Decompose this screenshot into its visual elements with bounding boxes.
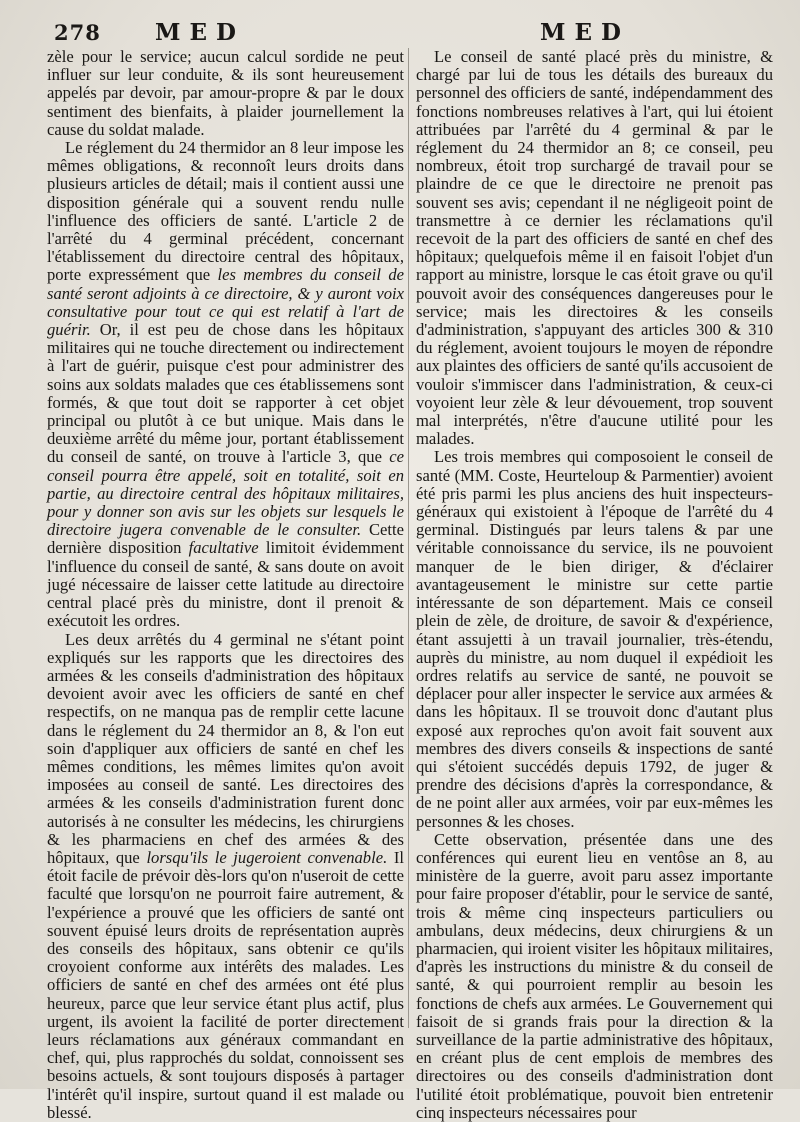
paragraph-text: Cette dernière disposition <box>47 520 404 558</box>
paragraph <box>47 48 404 139</box>
page-header <box>0 18 800 48</box>
paragraph <box>47 631 404 1122</box>
right-column <box>416 48 773 1122</box>
paragraph-text: Or, il est peu de chose dans les hôpitaux militaires qui ne touche directement ou indirectement à l'art de guérir, puisque c'est pour administrer des soins aux soldats malades que ces établissemens sont formés, & que tout doit se rapporter à cet objet principal ou plutôt à ce but unique. Mais dans le deuxième arrêté du même jour, portant établissement du conseil de santé, on trouve à l'article 3, que <box>47 320 404 467</box>
paragraph-text: Il étoit facile de prévoir dès-lors qu'on n'useroit de cette faculté que lorsqu'on ne pourroit faire autrement, & l'expérience a prouvé que les officiers de santé ont souvent épuisé leurs droits de représentation auprès des conseils des hôpitaux, sans obtenir ce qu'ils croyoient conforme aux intérêts des malades. Les officiers de santé en chef des armées ont été plus heureux, parce que leur service étant plus actif, plus urgent, ils avoient la facilité de porter directement leurs réclamations aux généraux commandant en chef, qui, plus rapprochés du soldat, connoissent ses besoins actuels, & sont toujours disposés à partager l'intérêt qu'il inspire, surtout quand il est malade ou blessé. <box>47 847 404 1122</box>
paragraph-text: limitoit évidemment l'influence du conseil de santé, & sans doute on avoit jugé nécessaire de laisser cette latitude au directoire central placé près du ministre, dont il prenoit & exécutoit les ordres. <box>47 538 404 631</box>
paragraph-text: Cette observation, présentée dans une des conférences qui eurent lieu en ventôse an 8, au ministère de la guerre, avoit paru assez importante pour faire proposer d'établir, pour le service de santé, trois & même cinq inspecteurs particuliers ou ambulans, deux médecins, deux chirurgiens & un pharmacien, qui iroient visiter les hôpitaux militaires, d'après les instructions du ministre & du conseil de santé, & qui pourroient remplir au besoin les fonctions de chefs aux armées. Le Gouvernement qui faisoit de si grands frais pour la direction & la surveillance de la partie administrative des hôpitaux, en créant plus de cent emplois de membres des directoires ou des conseils d'administration dont l'utilité étoit problématique, pouvoit bien entretenir cinq inspecteurs nécessaires pour <box>416 829 773 1122</box>
paragraph-text: Les trois membres qui composoient le conseil de santé (MM. Coste, Heurteloup & Parmentier) avoient été pris parmi les plus anciens des huit inspecteurs-généraux qui existoient à l'époque de l'arrêté du 4 germinal. Distingués par leurs talens & par une véritable connoissance du service, ils ne pouvoient manquer de le bien diriger, & d'éclairer avantageusement le ministre sur cette partie intéressante de son département. Mais ce conseil plein de zèle, de droiture, de savoir & d'expérience, étant assujetti à un travail journalier, très-étendu, auprès du ministre, au nom duquel il expédioit les ordres relatifs au service de santé, ne pouvoit se déplacer pour aller inspecter le service aux armées & dans les hôpitaux. Il se trouvoit donc d'autant plus exposé aux reproches qu'on avoit fait souvent aux membres des divers conseils & inspections de santé qui s'étoient succédés depuis 1792, de juger & prendre des décisions d'après la correspondance, & de ne point aller aux armées, voir par eux-mêmes les personnes & les choses. <box>416 447 773 831</box>
paragraph <box>47 139 404 630</box>
column-divider <box>408 48 409 1028</box>
page-number: 278 <box>54 20 101 45</box>
italic-text: lorsqu'ils le jugeroient convenable. <box>146 847 388 867</box>
paragraph <box>416 831 773 1122</box>
italic-text: ce conseil pourra être appelé, soit en totalité, soit en partie, au directoire central des hôpitaux militaires, pour y donner son avis sur les objets sur lesquels le directoire jugera convenable de le consulter. <box>47 447 404 540</box>
paragraph-text: Le conseil de santé placé près du ministre, & chargé par lui de tous les détails des bureaux du personnel des officiers de santé, indépendamment des fonctions nombreuses relatives à l'art, qui lui étoient attribuées par l'arrêté du 4 germinal & par le réglement du 24 thermidor an 8; ce conseil, peu nombreux, étoit trop surchargé de travail pour se plaindre de ce que le directoire ne prenoit pas souvent ses avis; cependant il ne négligeoit point de transmettre à ce dernier les réclamations qu'il recevoit de la part des officiers de santé en chef des hôpitaux; quelquefois même il en faisoit l'objet d'un rapport au ministre, lorsque le cas étoit grave ou qu'il pouvoit avoir des conséquences dangereuses pour le service; mais les directoires & les conseils d'administration, s'appuyant des articles 300 & 310 du réglement, avoient toujours le moyen de répondre aux plaintes des officiers de santé qu'ils accusoient de vouloir s'immiscer dans l'administration, & ceux-ci voyoient leur zèle & leur dévouement, trop souvent mal interprétés, n'être d'aucune utilité pour les malades. <box>416 47 773 449</box>
running-head-left: MED <box>155 19 245 46</box>
running-head-right: MED <box>540 19 630 46</box>
paragraph-text: zèle pour le service; aucun calcul sordide ne peut influer sur leur conduite, & ils sont heureusement appelés par devoir, par amour-propre & par le doux sentiment des bienfaits, à plaider journellement la cause du soldat malade. <box>47 47 404 139</box>
paragraph <box>416 48 773 448</box>
paragraph-text: Le réglement du 24 thermidor an 8 leur impose les mêmes obligations, & reconnoît leurs droits dans plusieurs articles de détail; mais il contient aussi une disposition générale qui a souvent rendu nulle l'influence des officiers de santé. L'article 2 de l'arrêté du 4 germinal précédent, concernant l'établissement du directoire central des hôpitaux, porte expressément que <box>47 138 404 285</box>
paragraph <box>416 448 773 830</box>
italic-text: facultative <box>188 538 259 558</box>
paragraph-text: Les deux arrêtés du 4 germinal ne s'étant point expliqués sur les rapports que les directoires des armées & les conseils d'administration des hôpitaux devoient avoir avec les officiers de santé en chef respectifs, on ne manqua pas de remplir cette lacune dans le réglement du 24 thermidor an 8, & l'on eut soin d'appliquer aux officiers de santé en chef les mêmes conditions, les mêmes limites qu'on avoit imposées au conseil de santé. Les directoires des armées & les conseils d'administration furent donc autorisés à ne consulter les médecins, les chirurgiens & les pharmaciens en chef des armées & des hôpitaux, que <box>47 629 404 867</box>
left-column <box>47 48 404 1122</box>
italic-text: les membres du conseil de santé seront adjoints à ce directoire, & y auront voix consultative pour tout ce qui est relatif à l'art de guérir. <box>47 265 404 340</box>
